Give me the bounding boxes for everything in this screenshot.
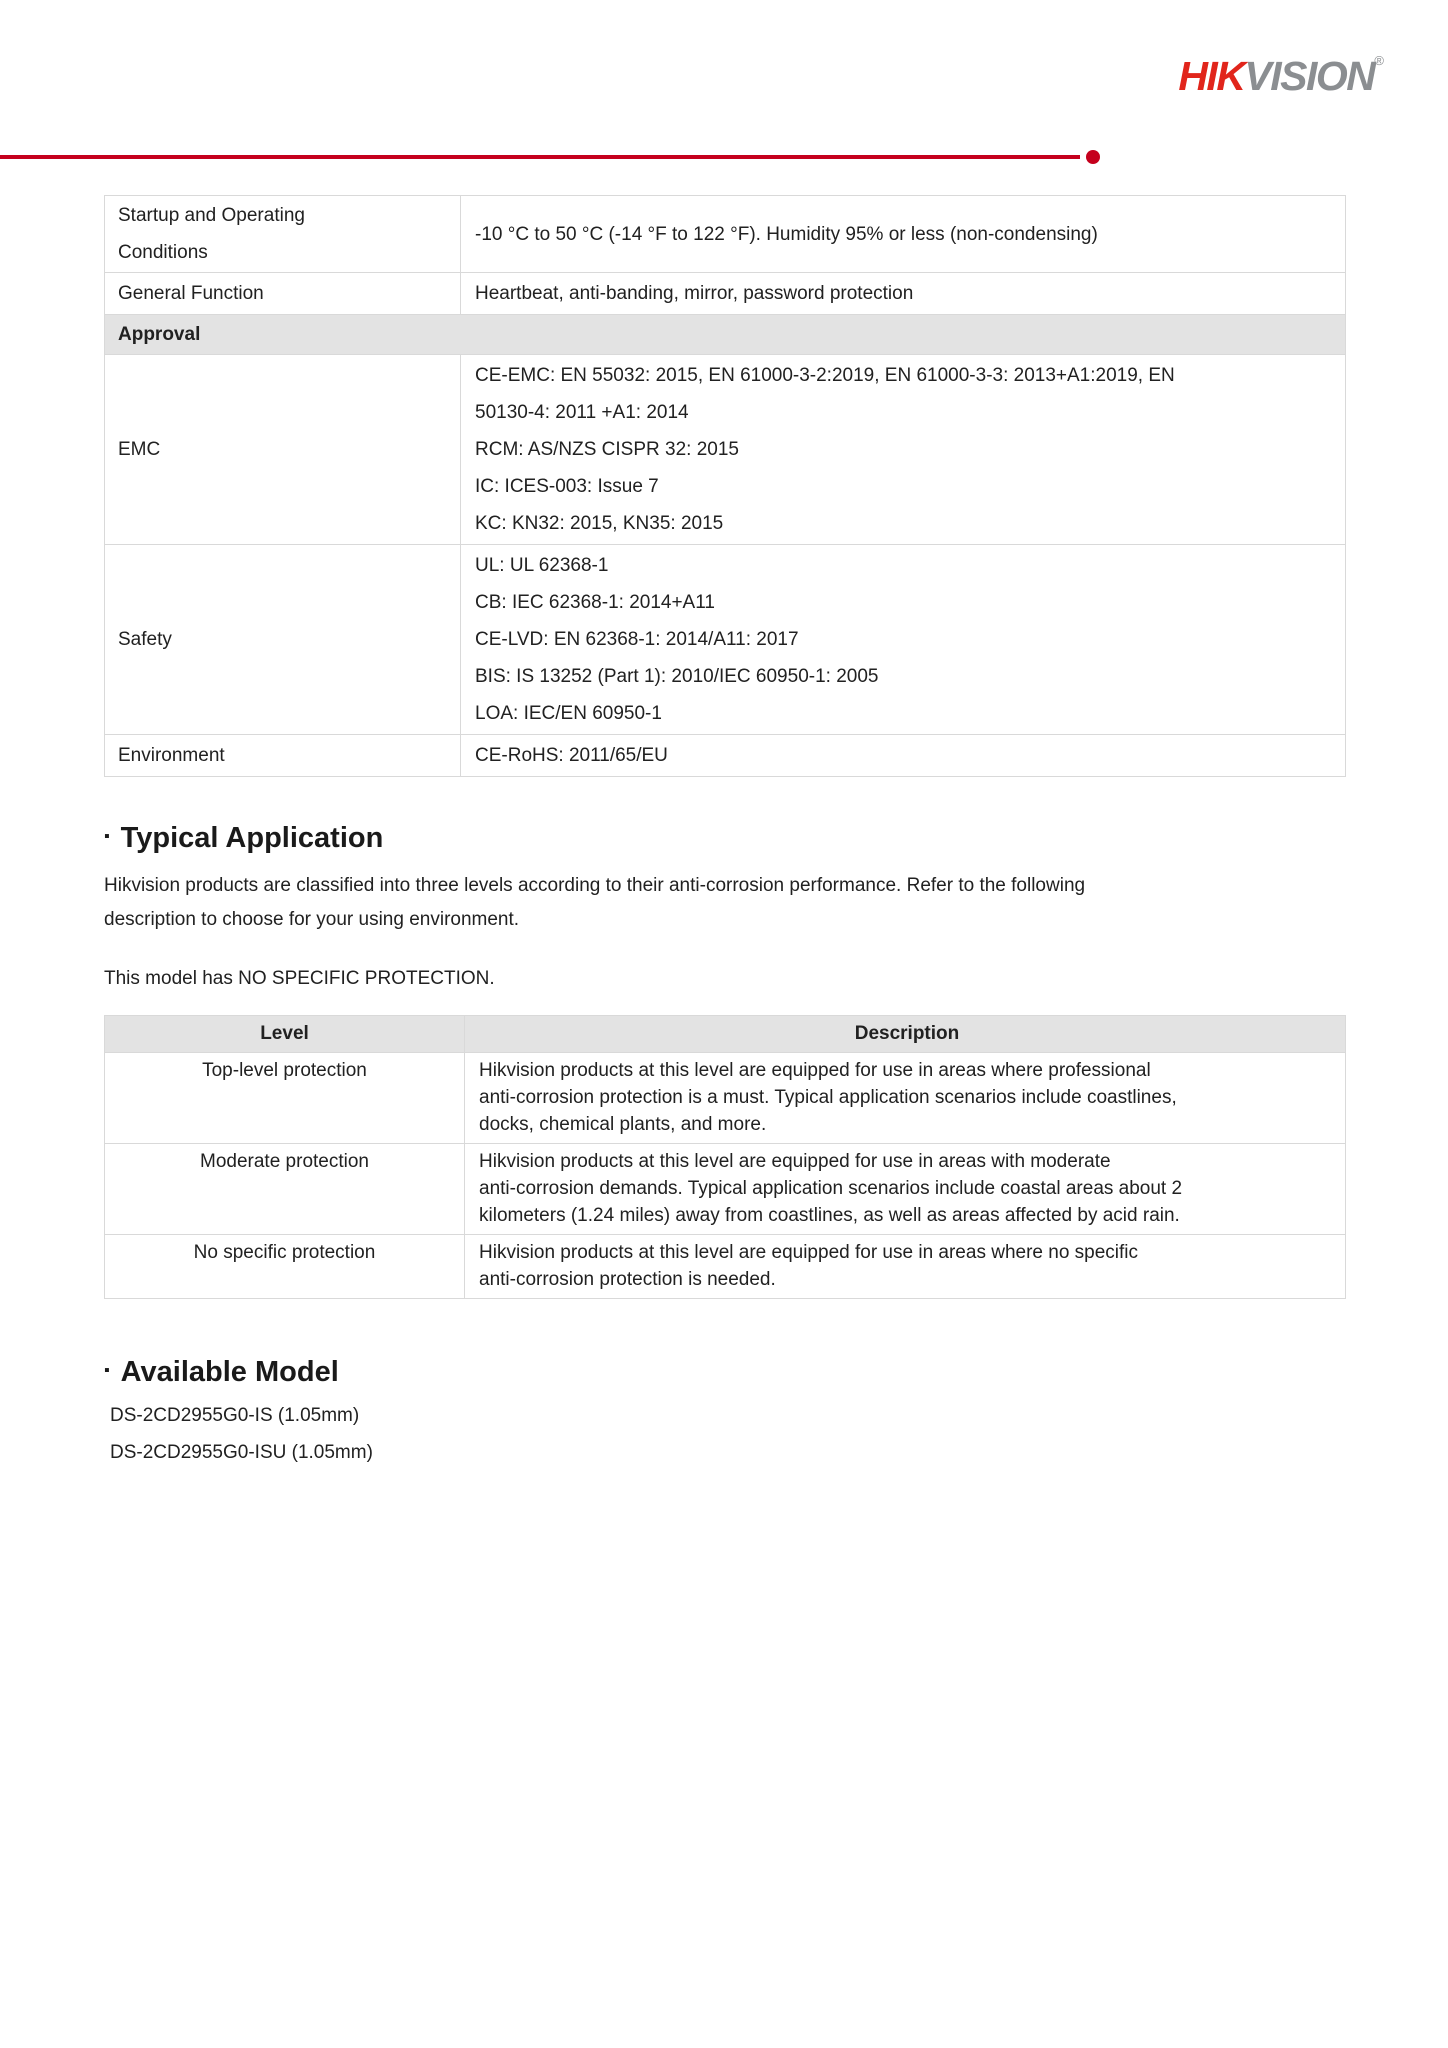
header-rule bbox=[0, 155, 1080, 159]
description-line: kilometers (1.24 miles) away from coastlines, as well as areas affected by acid rain. bbox=[479, 1205, 1180, 1226]
spec-row-startup-conditions bbox=[105, 196, 1345, 272]
spec-label-cell bbox=[105, 196, 461, 272]
description-line: Hikvision products at this level are equipped for use in areas where professional bbox=[479, 1060, 1151, 1081]
level-row-moderate bbox=[105, 1143, 1345, 1234]
spec-label-line: General Function bbox=[118, 283, 264, 304]
description-cell bbox=[465, 1053, 1345, 1143]
spec-value-line: CE-LVD: EN 62368-1: 2014/A11: 2017 bbox=[475, 629, 799, 650]
spec-value-line: CE-EMC: EN 55032: 2015, EN 61000-3-2:2019, EN 61000-3-3: 2013+A1:2019, EN bbox=[475, 365, 1175, 386]
description-line: Hikvision products at this level are equipped for use in areas with moderate bbox=[479, 1151, 1111, 1172]
hikvision-logo bbox=[1178, 53, 1384, 99]
logo-vision-text: VISION bbox=[1244, 53, 1375, 99]
table-header-row bbox=[105, 1016, 1345, 1052]
level-row-no-specific bbox=[105, 1234, 1345, 1298]
spec-value-line: UL: UL 62368-1 bbox=[475, 555, 609, 576]
level-row-top-level bbox=[105, 1052, 1345, 1143]
spec-label-cell bbox=[105, 735, 461, 776]
available-model-heading bbox=[104, 1355, 1346, 1389]
registered-mark: ® bbox=[1374, 53, 1384, 68]
spec-value-line: BIS: IS 13252 (Part 1): 2010/IEC 60950-1: 2005 bbox=[475, 666, 879, 687]
spec-label-line: Startup and Operating bbox=[118, 205, 305, 226]
spec-value-line: -10 °C to 50 °C (-14 °F to 122 °F). Humidity 95% or less (non-condensing) bbox=[475, 223, 1098, 245]
description-line: docks, chemical plants, and more. bbox=[479, 1114, 767, 1135]
page-content bbox=[104, 195, 1346, 1471]
spec-label-line: Safety bbox=[118, 629, 172, 650]
spec-value-line: CB: IEC 62368-1: 2014+A11 bbox=[475, 592, 715, 613]
model-item: DS-2CD2955G0-IS (1.05mm) bbox=[110, 1405, 360, 1426]
typical-application-heading bbox=[104, 821, 1346, 855]
spec-label-cell bbox=[105, 355, 461, 544]
level-cell: No specific protection bbox=[105, 1235, 465, 1298]
spec-value-line: Heartbeat, anti-banding, mirror, password protection bbox=[475, 283, 914, 304]
spec-label-line: Conditions bbox=[118, 242, 208, 263]
spec-label-line: Environment bbox=[118, 745, 225, 766]
description-line: Hikvision products at this level are equipped for use in areas where no specific bbox=[479, 1242, 1139, 1263]
spec-section-row-approval bbox=[105, 314, 1345, 354]
spec-value-cell bbox=[461, 214, 1345, 255]
description-line: anti-corrosion protection is a must. Typical application scenarios include coastlines, bbox=[479, 1087, 1177, 1108]
protection-note: This model has NO SPECIFIC PROTECTION. bbox=[104, 968, 495, 989]
intro-line: description to choose for your using environment. bbox=[104, 909, 520, 930]
spec-value-cell bbox=[461, 273, 1345, 314]
spec-value-cell bbox=[461, 545, 1345, 734]
spec-row-emc bbox=[105, 354, 1345, 544]
application-levels-table bbox=[104, 1015, 1346, 1299]
description-line: anti-corrosion protection is needed. bbox=[479, 1269, 776, 1290]
description-line: anti-corrosion demands. Typical application scenarios include coastal areas about 2 bbox=[479, 1178, 1183, 1199]
spec-value-line: CE-RoHS: 2011/65/EU bbox=[475, 745, 668, 766]
typical-application-intro bbox=[104, 869, 1346, 937]
column-header-level: Level bbox=[105, 1016, 465, 1052]
column-header-description: Description bbox=[854, 1023, 960, 1044]
spec-value-line: KC: KN32: 2015, KN35: 2015 bbox=[475, 513, 724, 534]
model-item: DS-2CD2955G0-ISU (1.05mm) bbox=[110, 1442, 373, 1463]
spec-label-cell bbox=[105, 273, 461, 314]
section-label: Approval bbox=[118, 324, 201, 345]
logo-hik-text: HIK bbox=[1178, 53, 1245, 99]
spec-value-line: RCM: AS/NZS CISPR 32: 2015 bbox=[475, 439, 739, 460]
rule-end-dot bbox=[1086, 150, 1100, 164]
description-cell bbox=[465, 1144, 1345, 1234]
square-bullet-icon: ▪ bbox=[104, 828, 110, 845]
spec-value-line: IC: ICES-003: Issue 7 bbox=[475, 476, 659, 497]
description-cell bbox=[465, 1235, 1345, 1298]
spec-row-safety bbox=[105, 544, 1345, 734]
intro-line: Hikvision products are classified into three levels according to their anti-corrosion performance. Refer to the following bbox=[104, 875, 1086, 896]
spec-value-cell bbox=[461, 735, 1345, 776]
square-bullet-icon: ▪ bbox=[104, 1362, 110, 1379]
heading-text: Available Model bbox=[120, 1356, 339, 1388]
spec-row-environment bbox=[105, 734, 1345, 776]
spec-label-cell bbox=[105, 545, 461, 734]
spec-label-line: EMC bbox=[118, 439, 161, 460]
level-cell: Top-level protection bbox=[105, 1053, 465, 1143]
spec-value-line: LOA: IEC/EN 60950-1 bbox=[475, 703, 662, 724]
spec-value-cell bbox=[461, 355, 1345, 544]
level-cell: Moderate protection bbox=[105, 1144, 465, 1234]
spec-value-line: 50130-4: 2011 +A1: 2014 bbox=[475, 402, 689, 423]
heading-text: Typical Application bbox=[120, 822, 384, 854]
model-list bbox=[104, 1397, 1346, 1471]
specifications-table bbox=[104, 195, 1346, 777]
spec-row-general-function bbox=[105, 272, 1345, 314]
